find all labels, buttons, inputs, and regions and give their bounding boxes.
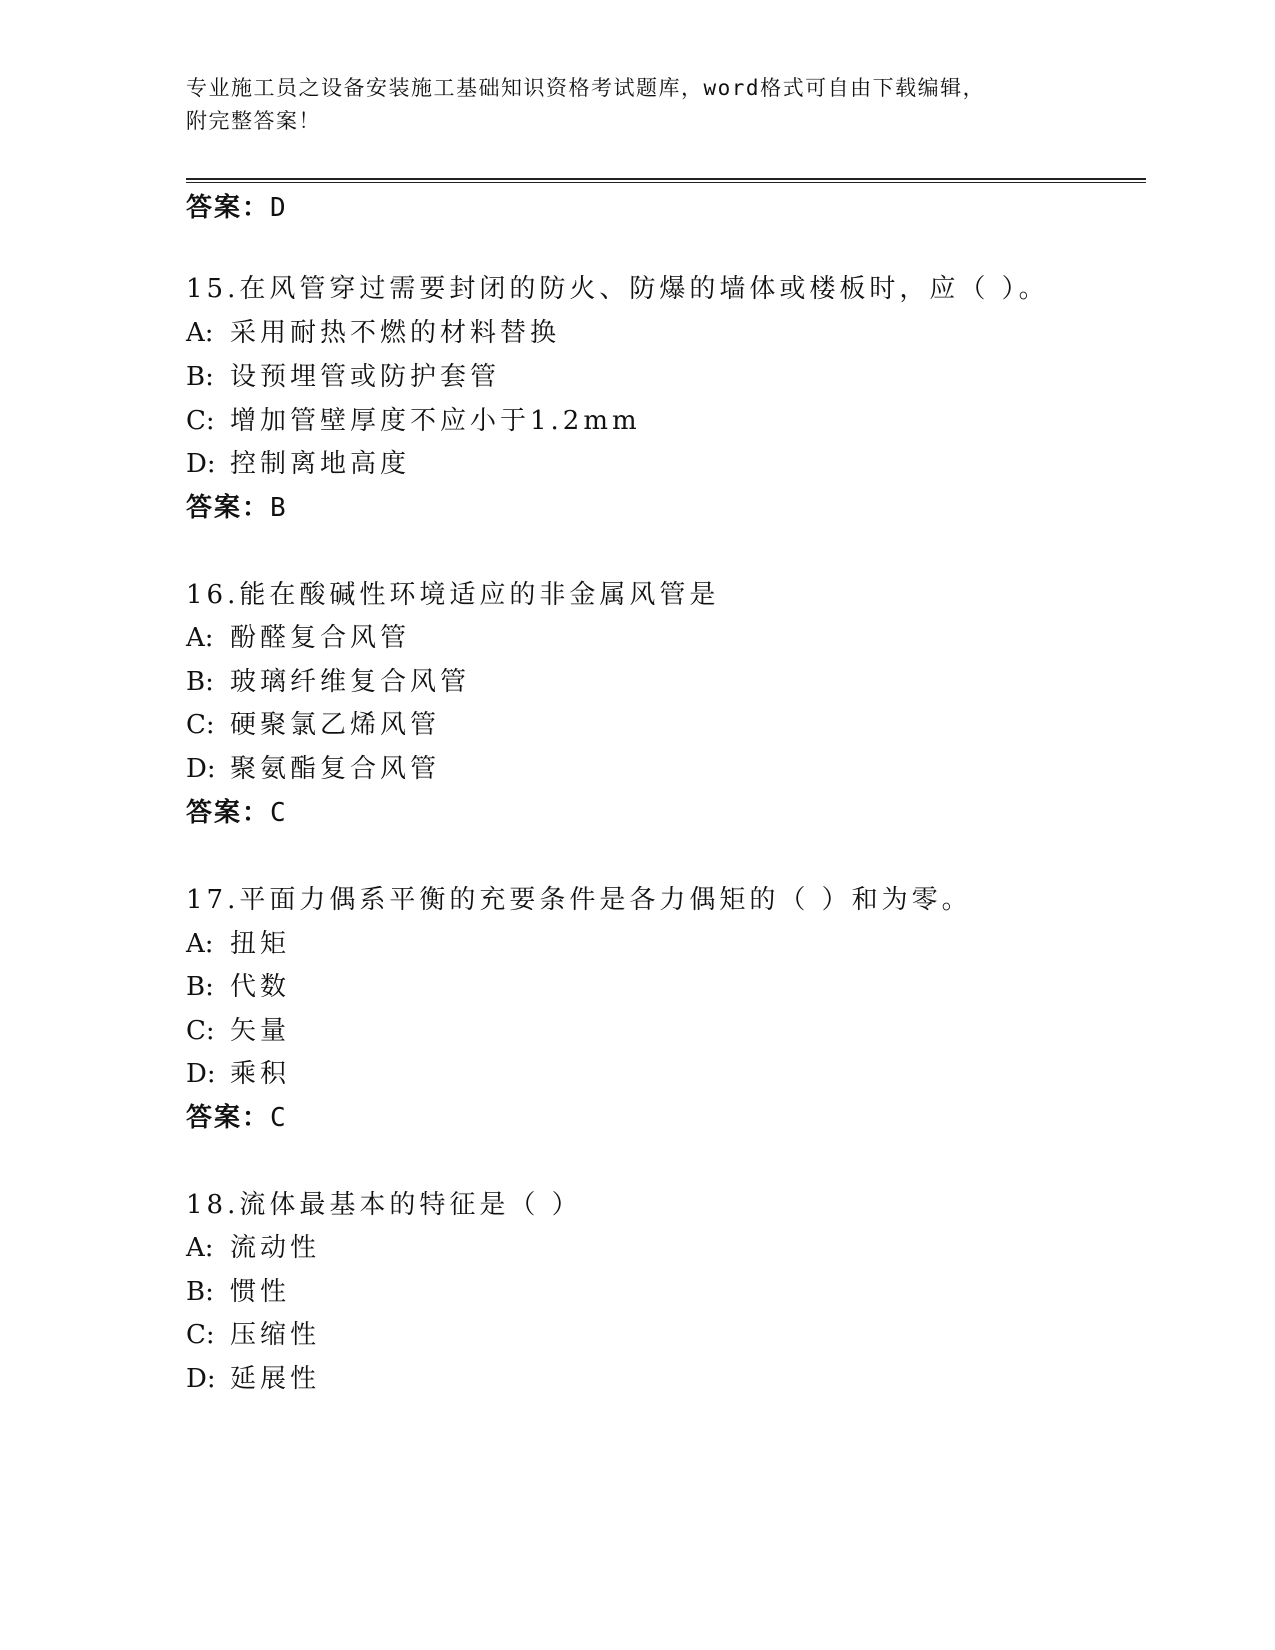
question-15-answer: 答案：B	[186, 493, 288, 523]
question-18-stem: 18.流体最基本的特征是（ ）	[186, 1190, 582, 1220]
question-15-option-d: D: 控制离地高度	[186, 449, 411, 479]
question-17-option-c: C: 矢量	[186, 1016, 291, 1046]
question-17-answer: 答案：C	[186, 1103, 288, 1133]
question-15-option-a: A: 采用耐热不燃的材料替换	[186, 318, 561, 348]
question-15-stem: 15.在风管穿过需要封闭的防火、防爆的墙体或楼板时，应（ ）。	[186, 274, 1049, 304]
question-16-option-a: A: 酚醛复合风管	[186, 623, 411, 653]
question-17-stem: 17.平面力偶系平衡的充要条件是各力偶矩的（ ）和为零。	[186, 885, 972, 915]
question-16-option-d: D: 聚氨酯复合风管	[186, 754, 441, 784]
question-18-option-c: C: 压缩性	[186, 1320, 321, 1350]
document-header	[186, 72, 1146, 138]
question-15-option-c: C: 增加管壁厚度不应小于1.2mm	[186, 406, 641, 436]
question-16-stem: 16.能在酸碱性环境适应的非金属风管是	[186, 580, 720, 610]
question-18-option-b: B: 惯性	[186, 1277, 291, 1307]
question-16-option-c: C: 硬聚氯乙烯风管	[186, 710, 441, 740]
header-line-2: 附完整答案！	[186, 109, 321, 133]
question-18-option-d: D: 延展性	[186, 1364, 321, 1394]
question-17-option-d: D: 乘积	[186, 1059, 291, 1089]
question-16-option-b: B: 玻璃纤维复合风管	[186, 667, 471, 697]
question-16-answer: 答案：C	[186, 798, 288, 828]
header-divider	[186, 178, 1146, 183]
question-15-option-b: B: 设预埋管或防护套管	[186, 362, 501, 392]
question-18-option-a: A: 流动性	[186, 1233, 321, 1263]
question-17-option-a: A: 扭矩	[186, 929, 291, 959]
header-line-1: 专业施工员之设备安装施工基础知识资格考试题库，word格式可自由下载编辑，	[186, 76, 986, 100]
answer-line: 答案：D	[186, 193, 288, 223]
question-17-option-b: B: 代数	[186, 972, 291, 1002]
